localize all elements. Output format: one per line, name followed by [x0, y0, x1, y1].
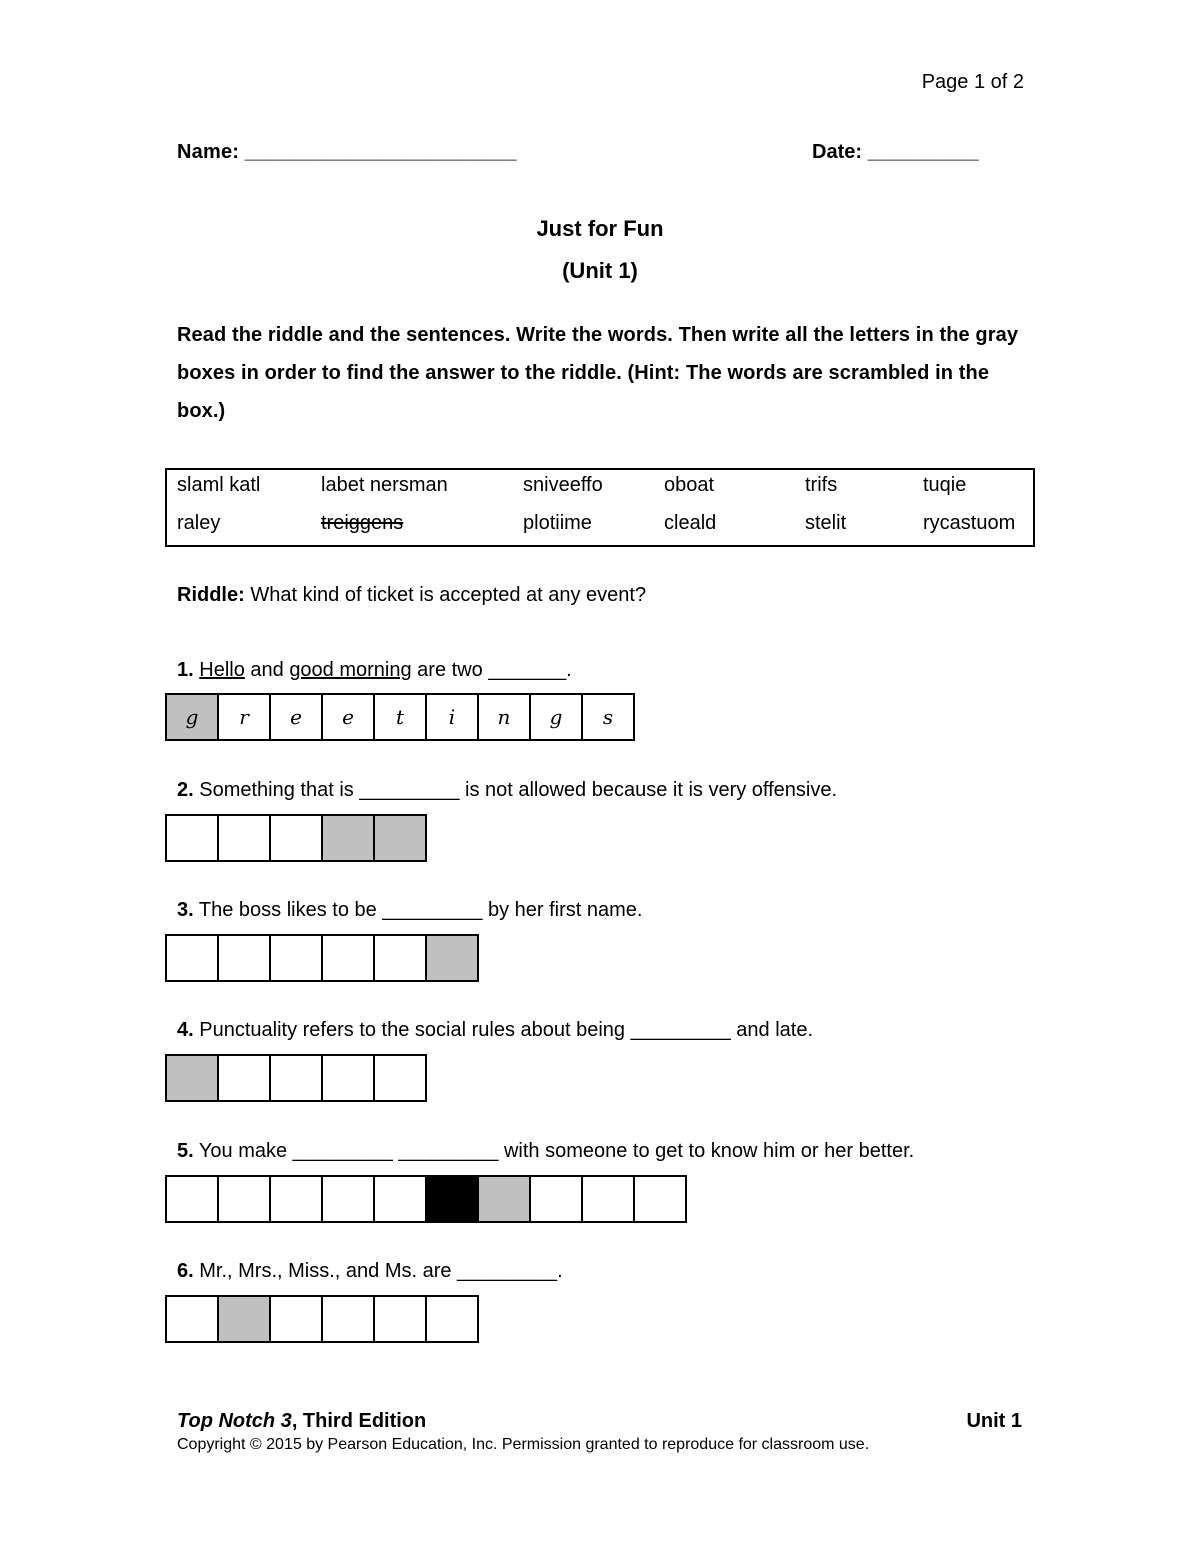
- page-number: Page 1 of 2: [921, 71, 1024, 93]
- question-text: Punctuality refers to the social rules about being _________ and late.: [193, 1019, 813, 1041]
- answer-cell: [375, 1297, 427, 1341]
- answer-cell: [219, 816, 271, 860]
- name-field: Name: ________________________: [177, 141, 517, 163]
- word-bank-item: tuqie: [923, 474, 967, 496]
- answer-cell: r: [219, 695, 271, 739]
- answer-cell: [271, 936, 323, 980]
- answer-grid-6: [165, 1295, 479, 1343]
- edition: , Third Edition: [291, 1410, 427, 1432]
- word-bank-item: rycastuom: [923, 512, 1016, 534]
- word-bank-item: plotiime: [523, 512, 592, 534]
- answer-cell: g: [531, 695, 583, 739]
- copyright: Copyright © 2015 by Pearson Education, Inc. Permission granted to reproduce for classroom use.: [177, 1436, 870, 1453]
- underlined-word: Hello: [199, 659, 245, 681]
- word-bank-item: oboat: [664, 474, 715, 496]
- answer-cell: [531, 1177, 583, 1221]
- answer-cell: [271, 1177, 323, 1221]
- worksheet-subtitle: (Unit 1): [562, 258, 638, 283]
- footer-unit: Unit 1: [966, 1410, 1022, 1432]
- answer-cell: [219, 936, 271, 980]
- answer-grid-4: [165, 1054, 427, 1102]
- question-number: 1.: [177, 659, 194, 681]
- answer-cell: [271, 1056, 323, 1100]
- date-field: Date: __________: [812, 141, 979, 163]
- answer-cell: t: [375, 695, 427, 739]
- word-bank: [165, 468, 1035, 547]
- question-1: [177, 659, 572, 682]
- answer-cell: [375, 816, 427, 860]
- word-bank-item: trifs: [805, 474, 838, 496]
- answer-cell: [167, 1177, 219, 1221]
- answer-cell: [635, 1177, 687, 1221]
- answer-cell: [167, 1056, 219, 1100]
- answer-grid-1: [165, 693, 635, 741]
- answer-cell: [323, 1177, 375, 1221]
- book-name: Top Notch 3: [177, 1410, 292, 1432]
- answer-cell: [167, 936, 219, 980]
- answer-grid-3: [165, 934, 479, 982]
- answer-cell: g: [167, 695, 219, 739]
- answer-cell: [583, 1177, 635, 1221]
- word-bank-item: cleald: [664, 512, 717, 534]
- word-bank-item: sniveeffo: [523, 474, 603, 496]
- underlined-word: good morning: [289, 659, 412, 681]
- answer-cell: [479, 1177, 531, 1221]
- word-bank-item-crossed: treiggens: [321, 512, 404, 534]
- question-text: You make _________ _________ with someone to get to know him or her better.: [193, 1140, 915, 1162]
- riddle: [177, 584, 646, 607]
- word-bank-item: slaml katl: [177, 474, 261, 496]
- question-text: The boss likes to be _________ by her first name.: [193, 899, 643, 921]
- answer-cell: [167, 1297, 219, 1341]
- riddle-text: What kind of ticket is accepted at any event?: [244, 584, 647, 606]
- riddle-label: Riddle:: [177, 584, 245, 606]
- answer-cell: [323, 1297, 375, 1341]
- question-number: 3.: [177, 899, 194, 921]
- answer-grid-2: [165, 814, 427, 862]
- answer-cell: [323, 816, 375, 860]
- word-bank-item: stelit: [805, 512, 847, 534]
- question-number: 4.: [177, 1019, 194, 1041]
- answer-cell: [427, 936, 479, 980]
- question-6: [177, 1260, 563, 1283]
- question-text: Something that is _________ is not allowed because it is very offensive.: [193, 779, 838, 801]
- answer-cell: s: [583, 695, 635, 739]
- answer-cell: e: [271, 695, 323, 739]
- worksheet-title: Just for Fun: [536, 216, 664, 241]
- answer-cell: n: [479, 695, 531, 739]
- question-4: [177, 1019, 813, 1042]
- answer-cell: [219, 1056, 271, 1100]
- answer-cell: [219, 1297, 271, 1341]
- question-text: Mr., Mrs., Miss., and Ms. are _________.: [193, 1260, 563, 1282]
- question-number: 6.: [177, 1260, 194, 1282]
- question-text: and: [244, 659, 290, 681]
- answer-cell: [323, 936, 375, 980]
- answer-cell: [271, 816, 323, 860]
- word-bank-item: raley: [177, 512, 221, 534]
- question-3: [177, 899, 642, 922]
- question-number: 2.: [177, 779, 194, 801]
- answer-cell: [323, 1056, 375, 1100]
- answer-cell: [427, 1297, 479, 1341]
- answer-cell: e: [323, 695, 375, 739]
- question-number: 5.: [177, 1140, 194, 1162]
- word-bank-item: labet nersman: [321, 474, 448, 496]
- answer-cell: [375, 1056, 427, 1100]
- answer-cell: [375, 936, 427, 980]
- answer-grid-5: [165, 1175, 687, 1223]
- footer-book-title: [177, 1410, 426, 1433]
- answer-cell: [271, 1297, 323, 1341]
- question-5: [177, 1140, 914, 1163]
- instructions: Read the riddle and the sentences. Write the words. Then write all the letters in the gray boxes in order to find the answer to the riddle. (Hint: The words are scrambled in the box.): [177, 324, 1019, 422]
- answer-cell: [219, 1177, 271, 1221]
- question-2: [177, 779, 837, 802]
- answer-cell: [427, 1177, 479, 1221]
- answer-cell: [375, 1177, 427, 1221]
- question-text: are two _______.: [411, 659, 572, 681]
- answer-cell: i: [427, 695, 479, 739]
- answer-cell: [167, 816, 219, 860]
